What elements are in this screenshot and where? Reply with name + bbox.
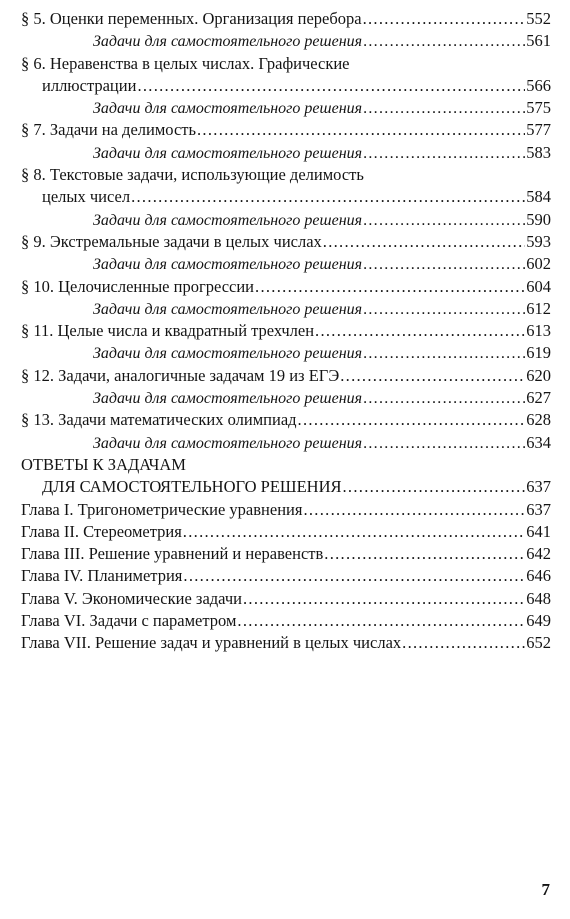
toc-entry <box>21 209 551 231</box>
toc-entry-page: 612 <box>526 298 551 318</box>
toc-entry <box>21 342 551 364</box>
toc-entry-title: Задачи для самостоятельного решения <box>93 100 363 118</box>
toc-entry <box>21 253 551 275</box>
toc-entry-title: Задачи для самостоятельного решения <box>93 33 363 51</box>
dot-leader <box>315 320 525 342</box>
toc-entry-page: 641 <box>526 521 551 541</box>
toc-entry-page: 604 <box>526 276 551 296</box>
dot-leader <box>343 476 526 498</box>
dot-leader <box>298 409 526 431</box>
page-number: 7 <box>541 880 550 899</box>
toc-entry-page: 637 <box>526 477 551 497</box>
dot-leader <box>402 632 525 654</box>
toc-entry-title: Задачи для самостоятельного решения <box>93 345 363 363</box>
toc-entry-page: 575 <box>526 98 551 118</box>
dot-leader <box>363 31 525 53</box>
toc-entry-page: 648 <box>526 588 551 608</box>
toc-entry-title: Глава VI. Задачи с параметром <box>21 611 237 631</box>
toc-entry-title: § 12. Задачи, аналогичные задачам 19 из ЕГЭ <box>21 365 340 385</box>
dot-leader <box>363 388 525 410</box>
toc-entry-page: 628 <box>526 410 551 430</box>
toc-entry-title: Задачи для самостоятельного решения <box>93 211 363 229</box>
toc-entry-page: 566 <box>526 75 551 95</box>
toc-entry <box>21 454 551 476</box>
toc-entry-page: 619 <box>526 343 551 363</box>
toc-entry-title: Задачи для самостоятельного решения <box>93 144 363 162</box>
dot-leader <box>131 186 525 208</box>
dot-leader <box>137 75 525 97</box>
dot-leader <box>183 521 525 543</box>
toc-entry-page: 652 <box>526 633 551 653</box>
dot-leader <box>324 543 525 565</box>
toc-entry <box>21 632 551 654</box>
toc-entry-title: целых чисел <box>42 187 131 207</box>
toc-entry-title: § 7. Задачи на делимость <box>21 120 196 140</box>
toc-entry <box>21 543 551 565</box>
toc-entry-page: 613 <box>526 321 551 341</box>
toc-entry-page: 642 <box>526 544 551 564</box>
toc-entry <box>21 432 551 454</box>
toc-entry-page: 637 <box>526 499 551 519</box>
toc-entry <box>21 588 551 610</box>
dot-leader <box>323 231 525 253</box>
toc-entry <box>21 521 551 543</box>
toc-entry-title: § 10. Целочисленные прогрессии <box>21 276 255 296</box>
toc-entry-title: ДЛЯ САМОСТОЯТЕЛЬНОГО РЕШЕНИЯ <box>42 477 342 497</box>
toc-entry <box>21 30 551 52</box>
toc-entry-title: § 5. Оценки переменных. Организация перебора <box>21 9 362 28</box>
toc-entry-title: § 6. Неравенства в целых числах. Графические <box>21 53 350 73</box>
toc-entry-title: Задачи для самостоятельного решения <box>93 300 363 318</box>
toc-entry-page: 634 <box>526 432 551 452</box>
toc-entry-page: 646 <box>526 566 551 586</box>
toc-entry-page: 627 <box>526 388 551 408</box>
toc-entry-title: Глава VII. Решение задач и уравнений в целых числах <box>21 633 402 653</box>
toc-entry-page: 593 <box>526 231 551 251</box>
dot-leader <box>363 210 525 232</box>
dot-leader <box>363 98 525 120</box>
dot-leader <box>363 433 525 455</box>
toc-entry <box>21 387 551 409</box>
toc-entry <box>21 298 551 320</box>
toc-entry <box>21 8 551 30</box>
toc-entry-page: 590 <box>526 209 551 229</box>
dot-leader <box>340 365 525 387</box>
toc-entry-page: 584 <box>526 187 551 207</box>
dot-leader <box>363 254 525 276</box>
toc-entry <box>21 164 551 186</box>
toc-entry-page: 552 <box>526 9 551 28</box>
toc-entry <box>21 565 551 587</box>
toc-entry-page: 649 <box>526 611 551 631</box>
dot-leader <box>183 565 525 587</box>
toc-entry-title: Задачи для самостоятельного решения <box>93 256 363 274</box>
dot-leader <box>363 343 525 365</box>
toc-entry-title: Задачи для самостоятельного решения <box>93 390 363 408</box>
toc-entry <box>21 53 551 75</box>
toc-entry <box>21 409 551 431</box>
dot-leader <box>363 143 525 165</box>
toc-entry <box>21 75 551 97</box>
dot-leader <box>363 8 526 30</box>
toc-entry-page: 602 <box>526 254 551 274</box>
dot-leader <box>243 588 525 610</box>
dot-leader <box>255 276 525 298</box>
toc-entry-title: Глава IV. Планиметрия <box>21 566 183 586</box>
toc-entry-title: § 8. Текстовые задачи, использующие делимость <box>21 165 364 185</box>
toc-entry <box>21 610 551 632</box>
toc-entry-page: 583 <box>526 142 551 162</box>
toc-entry <box>21 499 551 521</box>
toc-entry <box>21 320 551 342</box>
toc-entry <box>21 186 551 208</box>
toc-entry-title: § 11. Целые числа и квадратный трехчлен <box>21 321 315 341</box>
dot-leader <box>197 119 525 141</box>
toc-entry <box>21 276 551 298</box>
toc-entry-title: § 9. Экстремальные задачи в целых числах <box>21 231 322 251</box>
toc-entry <box>21 365 551 387</box>
dot-leader <box>303 499 525 521</box>
toc-entry-page: 620 <box>526 365 551 385</box>
toc-entry-title: Глава V. Экономические задачи <box>21 588 242 608</box>
table-of-contents <box>21 8 551 655</box>
toc-entry <box>21 476 551 498</box>
toc-entry <box>21 119 551 141</box>
toc-entry <box>21 142 551 164</box>
dot-leader <box>237 610 525 632</box>
toc-entry-page: 561 <box>526 31 551 51</box>
toc-entry-title: ОТВЕТЫ К ЗАДАЧАМ <box>21 454 186 474</box>
toc-entry <box>21 231 551 253</box>
toc-entry-title: Глава I. Тригонометрические уравнения <box>21 499 303 519</box>
toc-entry-title: иллюстрации <box>42 75 137 95</box>
toc-entry-title: § 13. Задачи математических олимпиад <box>21 410 297 430</box>
toc-entry-page: 577 <box>526 120 551 140</box>
toc-entry-title: Задачи для самостоятельного решения <box>93 434 363 452</box>
toc-entry-title: Глава II. Стереометрия <box>21 521 182 541</box>
dot-leader <box>363 299 525 321</box>
toc-entry <box>21 97 551 119</box>
toc-entry-title: Глава III. Решение уравнений и неравенств <box>21 544 324 564</box>
